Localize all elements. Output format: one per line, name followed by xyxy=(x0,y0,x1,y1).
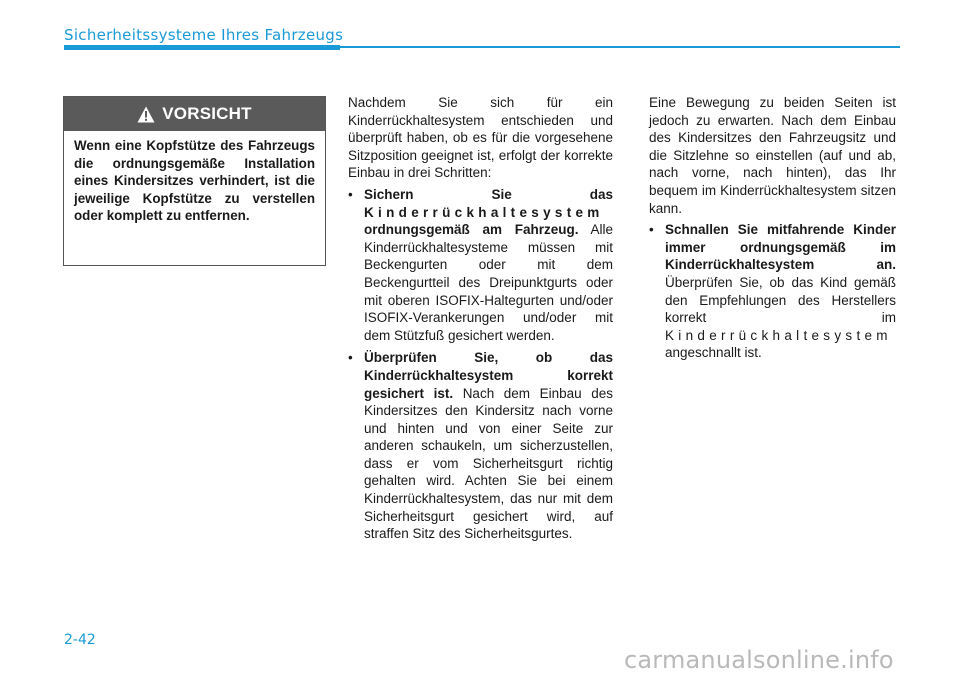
bullet-dot: • xyxy=(348,350,353,366)
intro-paragraph: Eine Bewegung zu beiden Seiten ist jedoch zu erwarten. Nach dem Einbau des Kindersitzes den Fahrzeugsitz und die Sitzlehne so einstellen (auf und ab, nach vorne, nach hinten), das Ihr bequem im Kinderrückhaltesystem sitzen kann. xyxy=(649,95,896,216)
intro-paragraph: Nachdem Sie sich für ein Kinderrückhaltesystem entschieden und überprüft haben, ob es für die vorgesehene Sitzposition geeignet ist, erfolgt der korrekte Einbau in drei Schritten: xyxy=(348,95,613,181)
caution-text: Wenn eine Kopfstütze des Fahrzeugs die ordnungsgemäße Installation eines Kindersitzes verhindert, ist die jeweilige Kopfstütze zu verstellen oder komplett zu entfernen. xyxy=(74,138,315,224)
bullet-text: Nach dem Einbau des Kindersitzes den Kindersitz nach vorne und hinten und von einer Seite zur anderen schaukeln, um sicherzustellen, dass er vom Sicherheitsgurt richtig gehalten wird. Achten Sie bei einem Kinderrückhaltesystem, das nur mit dem Sicherheitsgurt gesichert wird, auf straffen Sitz des Sicherheitsgurtes. xyxy=(364,385,613,542)
bullet-dot: • xyxy=(649,222,654,238)
section-header-title: Sicherheitssysteme Ihres Fahrzeugs xyxy=(64,26,344,44)
bullet-heading-end: ordnungsgemäß am Fahrzeug. xyxy=(364,222,579,238)
bullet-text: Überprüfen Sie, ob das Kind gemäß den Empfehlungen des Herstellers korrekt im xyxy=(665,274,896,326)
text-column-middle xyxy=(348,94,613,548)
text-column-right xyxy=(649,94,896,367)
list-item xyxy=(348,186,613,344)
caution-title: VORSICHT xyxy=(162,104,252,123)
bullet-heading: Überprüfen Sie, ob das Kinderrückhaltesystem korrekt gesichert ist. xyxy=(364,350,613,401)
caution-header xyxy=(64,97,325,131)
caution-box xyxy=(63,96,326,266)
header-rule-thin xyxy=(340,46,900,48)
warning-triangle-icon xyxy=(137,106,155,123)
bullet-dot: • xyxy=(348,186,353,202)
list-item xyxy=(649,221,896,362)
bullet-heading: Schnallen Sie mitfahrende Kinder immer ordnungsgemäß im Kinderrückhaltesystem an. xyxy=(665,222,896,273)
bullet-heading: Sichern Sie das xyxy=(364,186,613,202)
bullet-heading-spaced-word: Kinderrückhaltesystem xyxy=(364,204,604,220)
page-number: 2-42 xyxy=(64,632,96,648)
bullet-text: Alle Kinderrückhaltesysteme müssen mit Beckengurten oder mit dem Beckengurtteil des Dreipunktgurts oder mit oberen ISOFIX-Haltegurten und/oder ISOFIX-Verankerungen und/oder mit dem Stützfuß gesichert werden. xyxy=(364,222,613,343)
bullet-text-end: angeschnallt ist. xyxy=(665,345,762,361)
list-item xyxy=(348,349,613,543)
watermark: carmanualsonline.info xyxy=(624,646,894,674)
bullet-text-spaced-word: Kinderrückhaltesystem xyxy=(665,327,892,343)
header-rule-thick xyxy=(64,45,340,50)
